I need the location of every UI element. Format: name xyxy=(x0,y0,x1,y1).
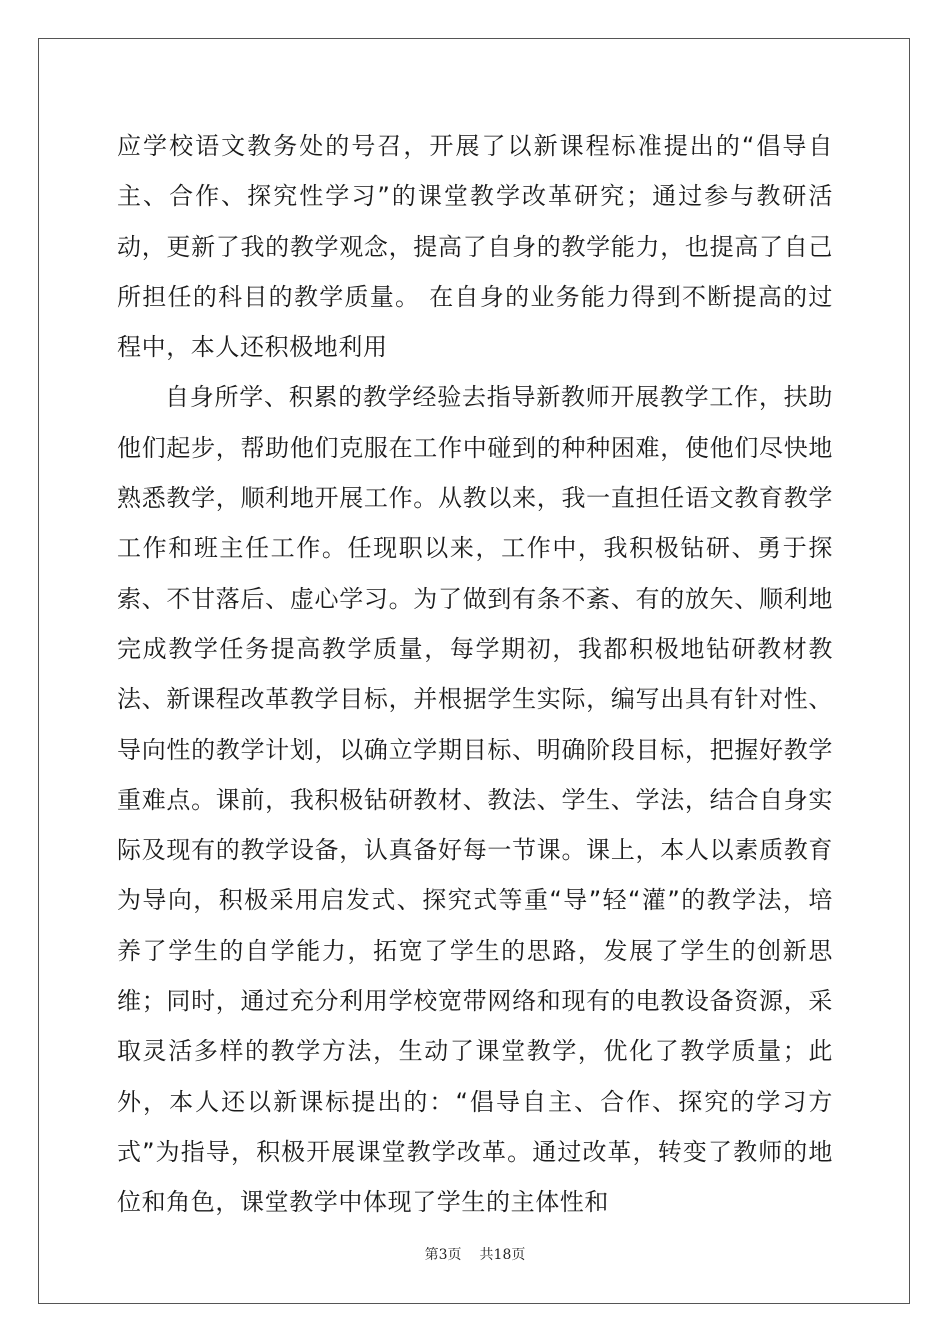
page-number: 第3页 xyxy=(424,1247,462,1263)
paragraph-main: 自身所学、积累的教学经验去指导新教师开展教学工作，扶助他们起步，帮助他们克服在工作中碰到的种种困难，使他们尽快地熟悉教学，顺利地开展工作。从教以来，我一直担任语文教育教学工作和班主任工作。任现职以来，工作中，我积极钻研、勇于探索、不甘落后、虚心学习。为了做到有条不紊、有的放矢、顺利地完成教学任务提高教学质量，每学期初，我都积极地钻研教材教法、新课程改革教学目标，并根据学生实际，编写出具有针对性、导向性的教学计划，以确立学期目标、明确阶段目标，把握好教学重难点。课前，我积极钻研教材、教法、学生、学法，结合自身实际及现有的教学设备，认真备好每一节课。课上，本人以素质教育为导向，积极采用启发式、探究式等重“导”轻“灌”的教学法，培养了学生的自学能力，拓宽了学生的思路，发展了学生的创新思维；同时，通过充分利用学校宽带网络和现有的电教设备资源，采取灵活多样的教学方法，生动了课堂教学，优化了教学质量；此外，本人还以新课标提出的：“倡导自主、合作、探究的学习方式”为指导，积极开展课堂教学改革。通过改革，转变了教师的地位和角色，课堂教学中体现了学生的主体性和 xyxy=(117,383,833,1217)
page-total: 共18页 xyxy=(479,1247,526,1263)
document-body xyxy=(117,121,833,1228)
paragraph-continued: 应学校语文教务处的号召，开展了以新课程标准提出的“倡导自主、合作、探究性学习”的课堂教学改革研究；通过参与教研活动，更新了我的教学观念，提高了自身的教学能力，也提高了自己所担任的科目的教学质量。 在自身的业务能力得到不断提高的过程中，本人还积极地利用 xyxy=(117,132,833,362)
page-footer xyxy=(0,1244,950,1264)
